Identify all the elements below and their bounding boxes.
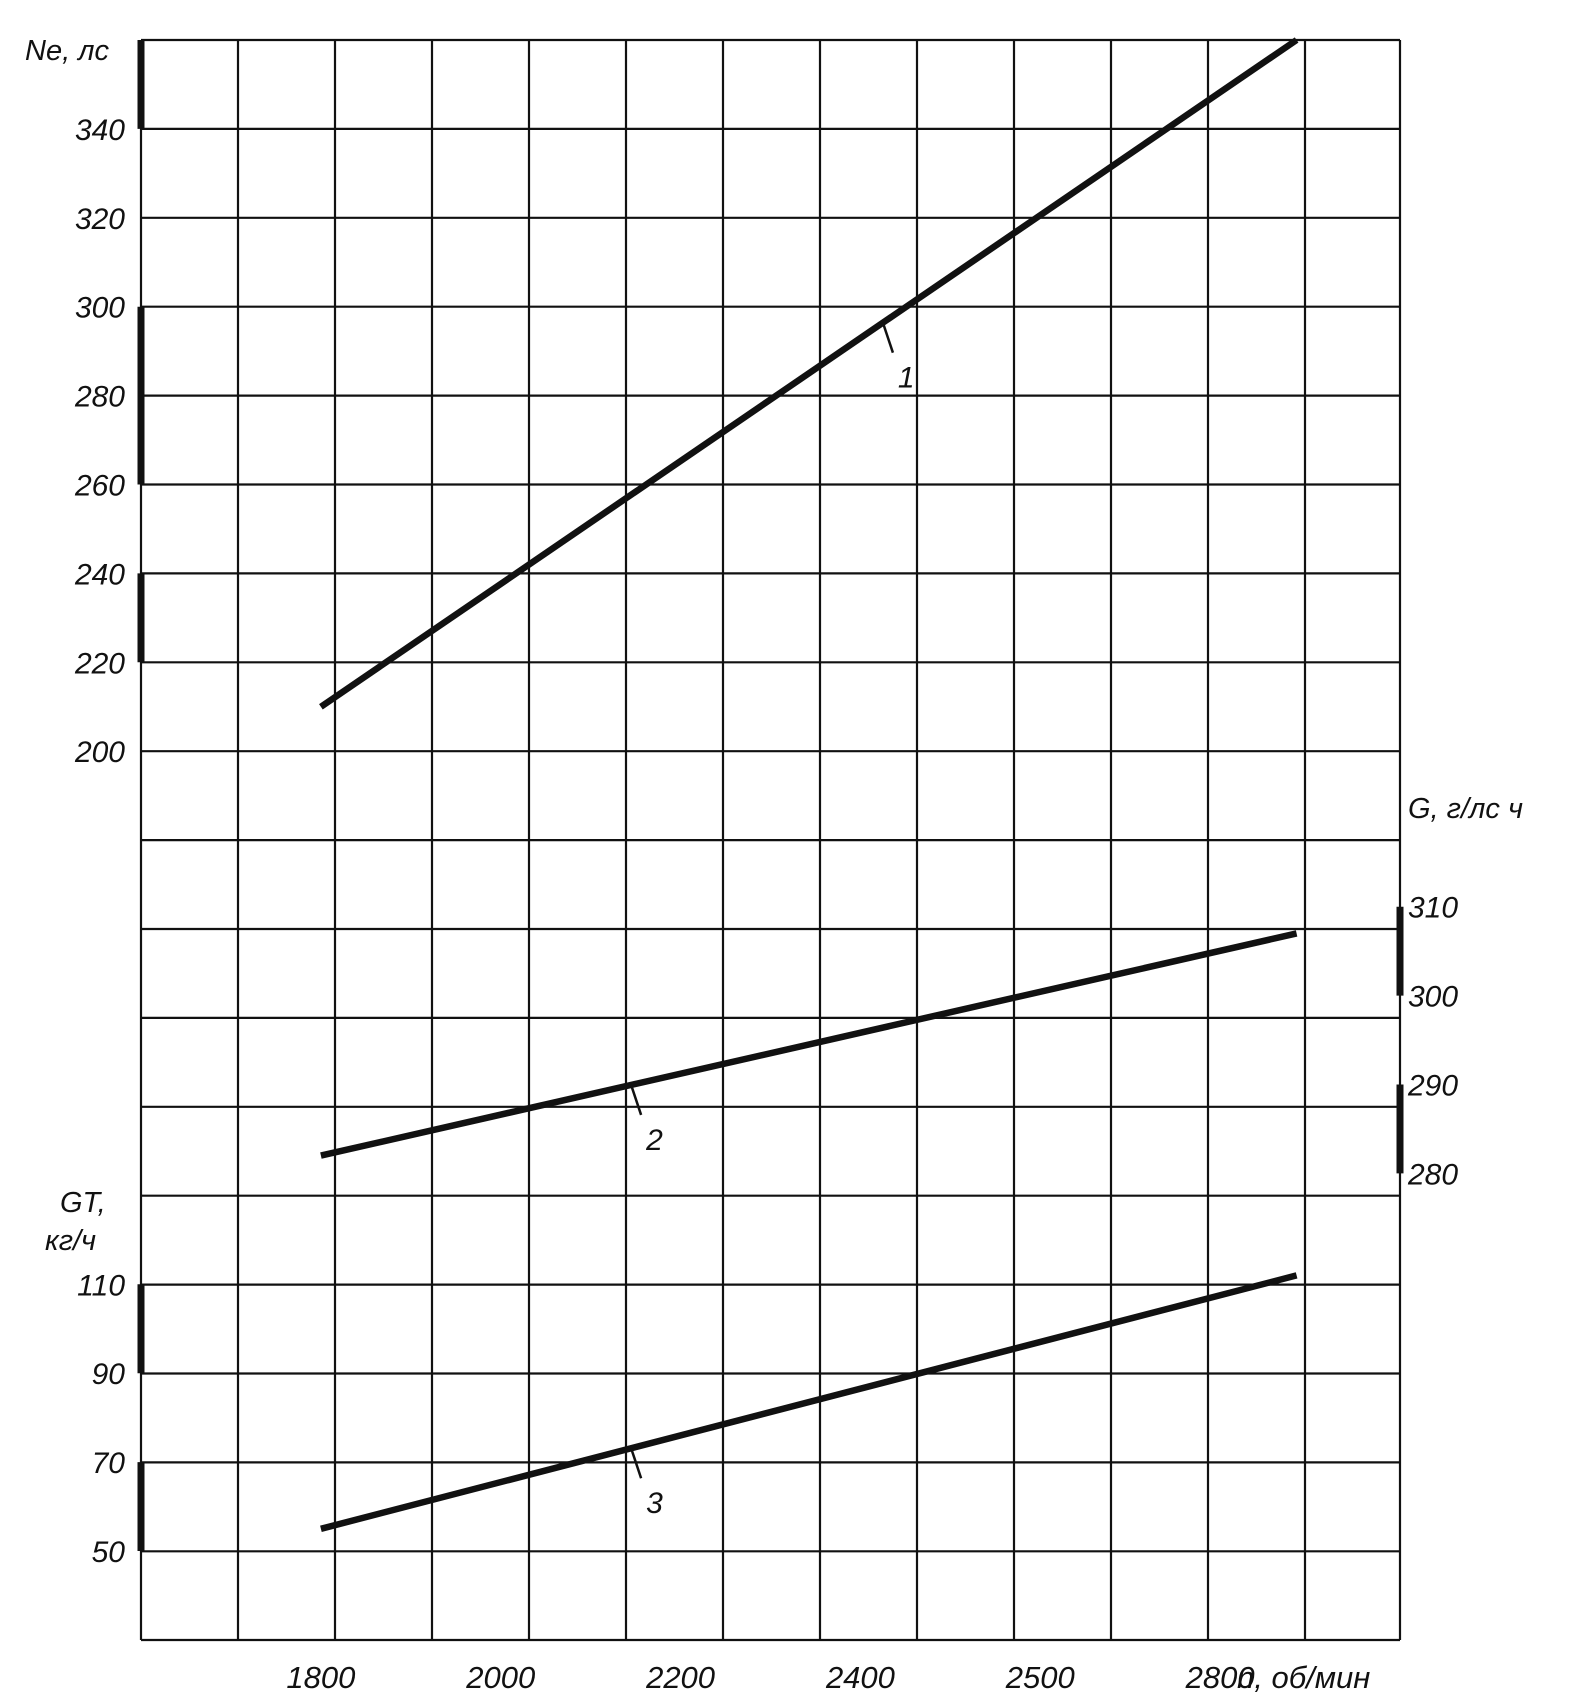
series-label-1: 1 bbox=[897, 361, 915, 395]
gt-axis-label-line2: кг/ч bbox=[45, 1225, 97, 1257]
series-label-3: 3 bbox=[646, 1487, 663, 1521]
series-label-2: 2 bbox=[646, 1123, 663, 1157]
ne-tick-label: 300 bbox=[74, 291, 125, 325]
axis-bars bbox=[141, 40, 1400, 1551]
x-tick-label: 2000 bbox=[466, 1660, 536, 1695]
ne-tick-label: 220 bbox=[74, 647, 125, 681]
ne-tick-label: 240 bbox=[74, 558, 125, 592]
series-line-3 bbox=[321, 1275, 1297, 1528]
x-tick-label: 2400 bbox=[825, 1660, 895, 1695]
gt-tick-label: 90 bbox=[91, 1358, 125, 1392]
series-leader-1 bbox=[883, 323, 893, 353]
chart-grid bbox=[141, 40, 1400, 1640]
g-tick-label: 310 bbox=[1408, 891, 1459, 925]
gt-axis-label-line1: GT, bbox=[60, 1187, 106, 1219]
x-tick-label: 2200 bbox=[646, 1660, 716, 1695]
g-axis-label: G, г/лс ч bbox=[1408, 793, 1523, 825]
gt-tick-label: 70 bbox=[91, 1447, 125, 1481]
ne-tick-label: 200 bbox=[74, 736, 125, 770]
gt-tick-label: 110 bbox=[77, 1269, 125, 1303]
ne-tick-label: 260 bbox=[74, 469, 125, 503]
x-tick-label: 2500 bbox=[1005, 1660, 1075, 1695]
ne-axis-label: Ne, лс bbox=[25, 35, 110, 67]
ne-tick-label: 340 bbox=[74, 113, 125, 147]
series-line-2 bbox=[321, 933, 1297, 1155]
chart-series bbox=[321, 40, 1297, 1529]
x-axis-label: n, об/мин bbox=[1237, 1660, 1371, 1695]
g-tick-label: 280 bbox=[1408, 1158, 1459, 1192]
g-tick-label: 300 bbox=[1408, 980, 1459, 1014]
g-tick-label: 290 bbox=[1408, 1069, 1459, 1103]
series-line-1 bbox=[321, 40, 1297, 707]
series-leader-2 bbox=[631, 1085, 641, 1115]
ne-tick-label: 320 bbox=[74, 202, 125, 236]
chart-labels bbox=[25, 35, 1523, 1695]
ne-tick-label: 280 bbox=[74, 380, 125, 414]
gt-tick-label: 50 bbox=[91, 1536, 125, 1569]
x-tick-label: 2800 bbox=[1185, 1660, 1255, 1695]
x-tick-label: 1800 bbox=[286, 1660, 356, 1695]
